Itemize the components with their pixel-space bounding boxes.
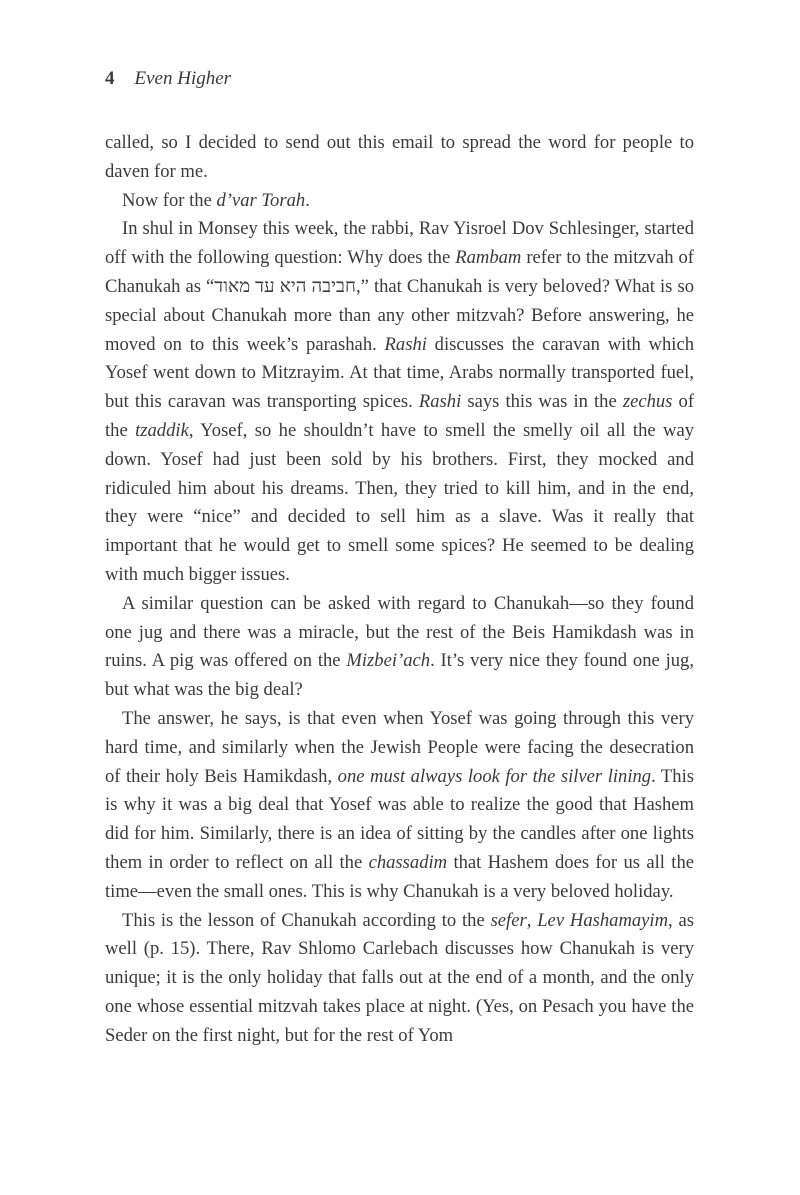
text-run: of the (105, 391, 695, 441)
italic-text-run: Rashi (418, 391, 462, 413)
text-run: . It’s very nice they found one jug, but what was the big deal? (105, 650, 694, 701)
italic-text-run: sefer (490, 909, 527, 931)
italic-text-run: Rashi (384, 333, 427, 355)
paragraph (105, 129, 694, 187)
text-run: In shul in Monsey this week, the rabbi, Rav Yisroel Dov Schlesinger, started off with the following question: Why does the (105, 218, 694, 269)
book-title: Even Higher (134, 68, 232, 89)
text-run: A similar question can be asked with regard to Chanukah—so they found one jug and there was a miracle, but the rest of the Beis Hamikdash was in ruins. A pig was offered on the (105, 592, 694, 672)
text-run: , Yosef, so he shouldn’t have to smell the smelly oil all the way down. Yosef had just been sold by his brothers. First, they mocked and ridiculed him about his dreams. Then, they tried to kill him, and in the end, they were “nice” and decided to sell him as a slave. Was it really that important that he would get to smell some spices? He seemed to be dealing with much bigger issues. (105, 419, 694, 585)
text-run: Now for the (122, 189, 217, 211)
text-run: The answer, he says, is that even when Yosef was going through this very hard time, and similarly when the Jewish People were facing the desecration of their holy Beis Hamikdash, (105, 707, 694, 787)
text-run: This is the lesson of Chanukah according to the (122, 909, 491, 931)
page-number: 4 (105, 68, 115, 89)
italic-text-run: one must always look for the silver lining (337, 765, 652, 787)
paragraph (105, 907, 694, 1051)
text-run: . (305, 189, 310, 211)
italic-text-run: d’var Torah (216, 189, 306, 211)
text-run: discusses the caravan with which Yosef went down to Mitzrayim. At that time, Arabs normally transported fuel, but this caravan was transporting spices. (105, 333, 694, 413)
text-run: called, so I decided to send out this email to spread the word for people to daven for me. (105, 132, 694, 182)
paragraph (105, 187, 694, 216)
text-run: refer to the mitzvah of Chanukah as “ (105, 247, 695, 297)
italic-text-run: chassadim (368, 851, 448, 873)
text-run: says this was in the (461, 391, 623, 413)
text-run: , as well (p. 15). There, Rav Shlomo Carlebach discusses how Chanukah is very unique; it is the only holiday that falls out at the end of a month, and the only one whose essential mitzvah takes place at night. (Yes, on Pesach you have the Seder on the first night, but for the rest of Yom (105, 909, 695, 1046)
italic-text-run: Rambam (455, 247, 522, 269)
text-run: that Hashem does for us all the time—even the small ones. This is why Chanukah is a very beloved holiday. (105, 851, 695, 902)
paragraph (105, 705, 694, 907)
italic-text-run: zechus (622, 391, 673, 413)
text-run: . This is why it was a big deal that Yosef was able to realize the good that Hashem did for him. Similarly, there is an idea of sitting by the candles after one lights them in order to reflect on all the (105, 765, 694, 873)
paragraph (105, 590, 694, 705)
italic-text-run: tzaddik (135, 419, 189, 441)
hebrew-phrase: חביבה היא עד מאוד (214, 275, 356, 297)
text-run: ,” that Chanukah is very beloved? What is so special about Chanukah more than any other mitzvah? Before answering, he moved on to this week’s parashah. (105, 275, 695, 355)
italic-text-run: Mizbei’ach (346, 650, 431, 672)
italic-text-run: Lev Hashamayim (537, 909, 669, 931)
text-run: , (526, 909, 538, 931)
page-body (105, 129, 694, 1051)
paragraph (105, 215, 694, 589)
running-header (105, 68, 694, 90)
